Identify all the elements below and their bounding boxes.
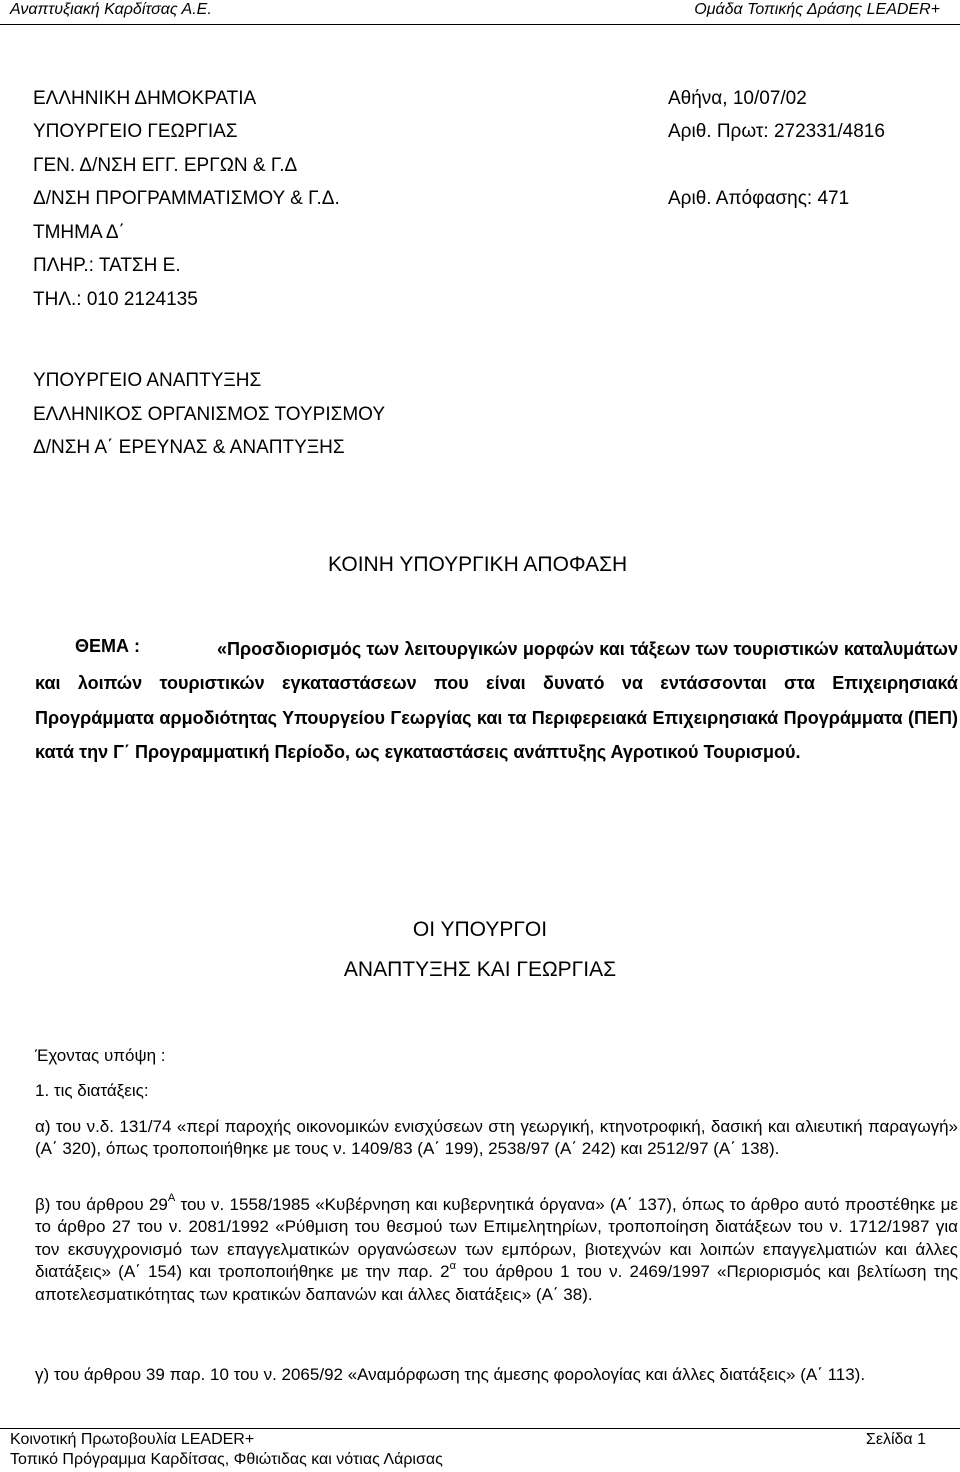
- para-b-middle: του ν. 1558/1985 «Κυβέρνηση και κυβερνητικά όργανα» (Α΄ 137), όπως το άρθρο αυτό προστέθηκε με το άρθρο 27 του ν. 2081/1992 «Ρύθμιση του θεσμού των Επιμελητηρίων, τροποποίηση διατάξεων του ν. 1712/1987 για τον εκσυγχρονισμό των επαγγελματικών οργανώσεων των εμπόρων, βιοτεχνών και λοιπών επαγγελματιών και άλλες διατάξεις» (Α΄ 154) και τροποποιήθηκε με την παρ. 2: [35, 1195, 958, 1282]
- page-number: Σελίδα 1: [865, 1431, 926, 1448]
- para-b-sup-1: Α: [167, 1192, 176, 1205]
- ministry-line: ΕΛΛΗΝΙΚΟΣ ΟΡΓΑΝΙΣΜΟΣ ΤΟΥΡΙΣΜΟΥ: [33, 404, 386, 425]
- subject-label: ΘΕΜΑ :: [75, 636, 140, 656]
- considering-label: Έχοντας υπόψη :: [35, 1046, 166, 1065]
- footer-program: Κοινοτική Πρωτοβουλία LEADER+: [10, 1431, 255, 1448]
- ministers-heading: ΟΙ ΥΠΟΥΡΓΟΙ: [412, 918, 548, 941]
- subject-text: [35, 632, 958, 770]
- header-group: Ομάδα Τοπικής Δράσης LEADER+: [694, 1, 940, 18]
- para-b-sup-2: α: [449, 1259, 456, 1272]
- sender-line: ΕΛΛΗΝΙΚΗ ΔΗΜΟΚΡΑΤΙΑ: [33, 88, 257, 109]
- sender-line: ΤΜΗΜΑ Δ΄: [33, 222, 125, 243]
- paragraph-a: α) του ν.δ. 131/74 «περί παροχής οικονομικών ενισχύσεων στη γεωργική, κτηνοτροφική, δασική και αλιευτική παραγωγή» (Α΄ 320), όπως τροποποιήθηκε με τους ν. 1409/83 (Α΄ 199), 2538/97 (Α΄ 242) και 2512/97 (Α΄ 138).: [35, 1117, 958, 1159]
- para-b-start: β) του άρθρου 29: [35, 1195, 168, 1214]
- header-org: Αναπτυξιακή Καρδίτσας Α.Ε.: [10, 1, 212, 18]
- document-date: Αθήνα, 10/07/02: [668, 88, 807, 109]
- ministry-line: ΥΠΟΥΡΓΕΙΟ ΑΝΑΠΤΥΞΗΣ: [33, 370, 262, 391]
- ministry-line: Δ/ΝΣΗ Α΄ ΕΡΕΥΝΑΣ & ΑΝΑΠΤΥΞΗΣ: [33, 437, 345, 458]
- sender-phone: ΤΗΛ.: 010 2124135: [33, 289, 198, 310]
- sender-line: ΓΕΝ. Δ/ΝΣΗ ΕΓΓ. ΕΡΓΩΝ & Γ.Δ: [33, 155, 298, 176]
- decision-number: Αριθ. Απόφασης: 471: [668, 188, 850, 209]
- ministers-subheading: ΑΝΑΠΤΥΞΗΣ ΚΑΙ ΓΕΩΡΓΙΑΣ: [343, 958, 617, 981]
- page-footer: [0, 1428, 960, 1472]
- sender-line: ΠΛΗΡ.: ΤΑΤΣΗ Ε.: [33, 255, 181, 276]
- sender-line: ΥΠΟΥΡΓΕΙΟ ΓΕΩΡΓΙΑΣ: [33, 121, 238, 142]
- document-title: ΚΟΙΝΗ ΥΠΟΥΡΓΙΚΗ ΑΠΟΦΑΣΗ: [328, 553, 628, 576]
- footer-local-program: Τοπικό Πρόγραμμα Καρδίτσας, Φθιώτιδας και νότιας Λάρισας: [10, 1451, 443, 1468]
- paragraph-c: γ) του άρθρου 39 παρ. 10 του ν. 2065/92 «Αναμόρφωση της άμεσης φορολογίας και άλλες διατάξεις» (Α΄ 113).: [35, 1365, 866, 1384]
- para-b-end: του άρθρου 1 του ν. 2469/1997 «Περιορισμός και βελτίωση της αποτελεσματικότητας των κρατικών δαπανών και άλλες διατάξεις» (Α΄ 38).: [35, 1262, 958, 1304]
- item-1: 1. τις διατάξεις:: [35, 1081, 149, 1100]
- sender-line: Δ/ΝΣΗ ΠΡΟΓΡΑΜΜΑΤΙΣΜΟΥ & Γ.Δ.: [33, 188, 340, 209]
- subject-body: «Προσδιορισμός των λειτουργικών μορφών και τάξεων των τουριστικών καταλυμάτων και λοιπών τουριστικών εγκαταστάσεων που είναι δυνατό να εντάσσονται στα Επιχειρησιακά Προγράμματα αρμοδιότητας Υπουργείου Γεωργίας και τα Περιφερειακά Επιχειρησιακά Προγράμματα (ΠΕΠ) κατά την Γ΄ Προγραμματική Περίοδο, ως εγκαταστάσεις ανάπτυξης Αγροτικού Τουρισμού.: [35, 639, 958, 763]
- protocol-number: Αριθ. Πρωτ: 272331/4816: [668, 121, 885, 142]
- page-header: [0, 0, 960, 25]
- paragraph-b: [35, 1194, 958, 1306]
